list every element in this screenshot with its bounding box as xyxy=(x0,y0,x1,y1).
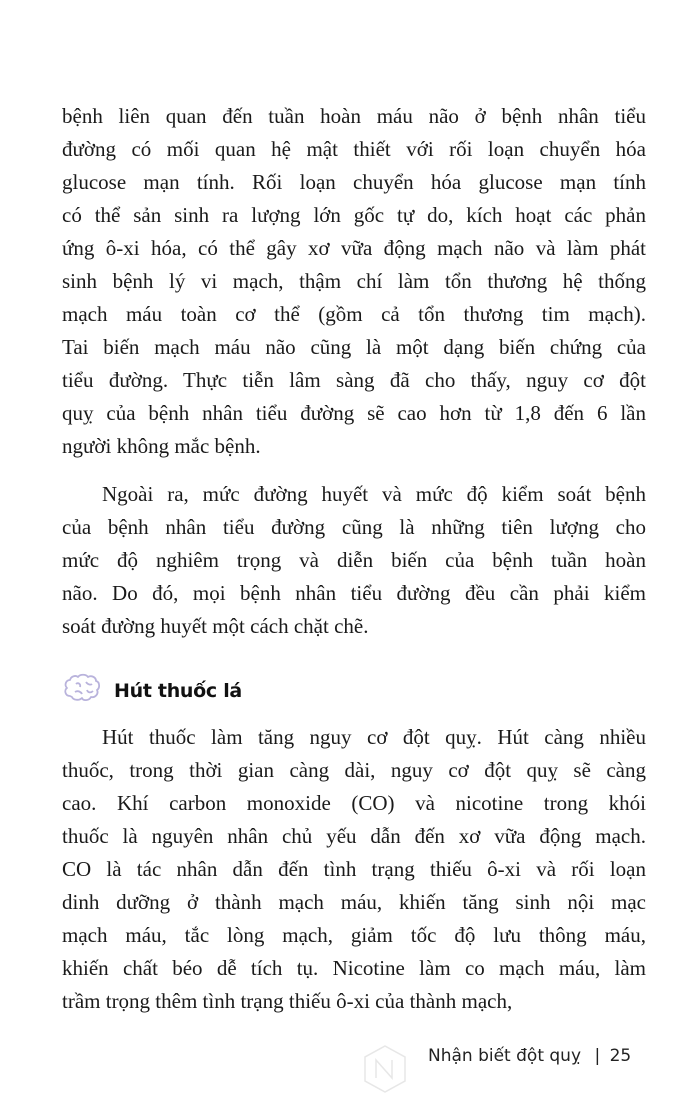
text-line: não. Do đó, mọi bệnh nhân tiểu đường đều cần phải kiểm xyxy=(62,581,646,605)
watermark xyxy=(362,1044,408,1099)
text-line: trầm trọng thêm tình trạng thiếu ô-xi của thành mạch, xyxy=(62,989,513,1013)
text-line: quỵ của bệnh nhân tiểu đường sẽ cao hơn từ 1,8 đến 6 lần xyxy=(62,401,646,425)
text-line: mạch máu, tắc lòng mạch, giảm tốc độ lưu thông máu, xyxy=(62,923,646,947)
text-line: mạch máu toàn cơ thể (gồm cả tổn thương tim mạch). xyxy=(62,302,646,326)
text-line: glucose mạn tính. Rối loạn chuyển hóa glucose mạn tính xyxy=(62,170,646,194)
paragraph-smoking xyxy=(62,721,646,1018)
text-line: dinh dưỡng ở thành mạch máu, khiến tăng sinh nội mạc xyxy=(62,890,646,914)
text-line: Hút thuốc làm tăng nguy cơ đột quỵ. Hút càng nhiều xyxy=(102,725,646,749)
running-title: Nhận biết đột quỵ xyxy=(428,1046,582,1066)
section-heading xyxy=(62,672,242,709)
footer-separator: | xyxy=(594,1046,601,1066)
text-line: Ngoài ra, mức đường huyết và mức độ kiểm soát bệnh xyxy=(102,482,646,506)
text-line: người không mắc bệnh. xyxy=(62,434,261,458)
text-line: soát đường huyết một cách chặt chẽ. xyxy=(62,614,369,638)
text-line: cao. Khí carbon monoxide (CO) và nicotine trong khói xyxy=(62,791,646,815)
text-line: bệnh liên quan đến tuần hoàn máu não ở bệnh nhân tiểu xyxy=(62,104,646,128)
section-heading-text: Hút thuốc lá xyxy=(114,679,242,702)
text-line: đường có mối quan hệ mật thiết với rối loạn chuyển hóa xyxy=(62,137,646,161)
text-line: CO là tác nhân dẫn đến tình trạng thiếu ô-xi và rối loạn xyxy=(62,857,646,881)
text-line: mức độ nghiêm trọng và diễn biến của bệnh tuần hoàn xyxy=(62,548,646,572)
text-line: có thể sản sinh ra lượng lớn gốc tự do, kích hoạt các phản xyxy=(62,203,646,227)
text-line: khiến chất béo dễ tích tụ. Nicotine làm co mạch máu, làm xyxy=(62,956,646,980)
netabooks-logo-icon xyxy=(362,1044,408,1099)
text-line: Tai biến mạch máu não cũng là một dạng biến chứng của xyxy=(62,335,646,359)
text-line: sinh bệnh lý vi mạch, thậm chí làm tổn thương hệ thống xyxy=(62,269,646,293)
text-line: của bệnh nhân tiểu đường cũng là những tiên lượng cho xyxy=(62,515,646,539)
brain-icon xyxy=(62,672,102,709)
page-number: 25 xyxy=(609,1046,632,1066)
text-line: thuốc, trong thời gian càng dài, nguy cơ đột quỵ sẽ càng xyxy=(62,758,646,782)
text-line: thuốc là nguyên nhân chủ yếu dẫn đến xơ vữa động mạch. xyxy=(62,824,646,848)
paragraph-blood-sugar xyxy=(62,478,646,643)
page-footer xyxy=(428,1046,631,1066)
text-line: tiểu đường. Thực tiễn lâm sàng đã cho thấy, nguy cơ đột xyxy=(62,368,646,392)
paragraph-diabetes-continued xyxy=(62,100,646,463)
text-line: ứng ô-xi hóa, có thể gây xơ vữa động mạch não và làm phát xyxy=(62,236,646,260)
